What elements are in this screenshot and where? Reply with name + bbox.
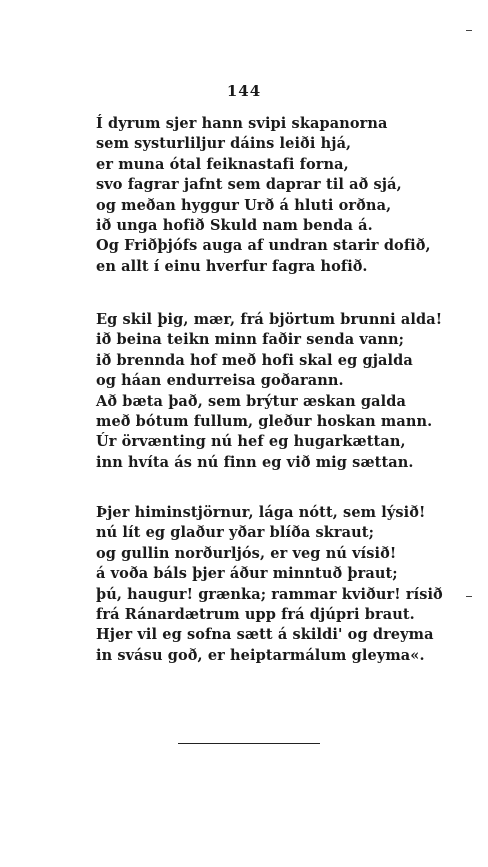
verse-line: ið unga hofið Skuld nam benda á.	[96, 216, 373, 234]
verse-line: ið brennda hof með hofi skal eg gjalda	[96, 351, 413, 369]
verse-line: og meðan hyggur Urð á hluti orðna,	[96, 196, 392, 214]
stanza-3	[96, 503, 443, 666]
verse-line: Úr örvænting nú hef eg hugarkættan,	[96, 433, 406, 451]
verse-line: frá Ránardætrum upp frá djúpri braut.	[96, 605, 415, 623]
verse-line: inn hvíta ás nú finn eg við mig sættan.	[96, 453, 414, 471]
verse-line: nú lít eg glaður yðar blíða skraut;	[96, 524, 375, 542]
verse-line: sem systurliljur dáins leiði hjá,	[96, 135, 352, 153]
verse-line: og háan endurreisa goðarann.	[96, 372, 344, 390]
verse-line: með bótum fullum, gleður hoskan mann.	[96, 412, 433, 430]
verse-line: Þjer himinstjörnur, lága nótt, sem lýsið!	[96, 504, 426, 521]
verse-line: Og Friðþjófs auga af undran starir dofið,	[96, 237, 431, 255]
edge-mark	[466, 596, 472, 597]
verse-line: ið beina teikn minn faðir senda vann;	[96, 331, 405, 349]
verse-line: Hjer vil eg sofna sætt á skildi' og dreyma	[96, 626, 434, 644]
end-rule	[178, 743, 320, 744]
stanza-2	[96, 310, 443, 473]
verse-line: en allt í einu hverfur fagra hofið.	[96, 257, 368, 275]
verse-line: og gullin norðurljós, er veg nú vísið!	[96, 544, 397, 562]
verse-line: Í dyrum sjer hann svipi skapanorna	[96, 115, 388, 132]
verse-line: in svásu goð, er heiptarmálum gleyma«.	[96, 646, 425, 664]
stanza-1	[96, 114, 431, 277]
verse-line: Eg skil þig, mær, frá björtum brunni alda!	[96, 311, 443, 328]
verse-line: svo fagrar jafnt sem daprar til að sjá,	[96, 176, 402, 194]
verse-line: þú, haugur! grænka; rammar kviður! rísið	[96, 585, 443, 603]
page-number: 144	[226, 82, 262, 100]
verse-line: er muna ótal feiknastafi forna,	[96, 155, 349, 173]
edge-mark	[466, 30, 472, 31]
verse-line: á voða báls þjer áður minntuð þraut;	[96, 565, 398, 583]
verse-line: Að bæta það, sem brýtur æskan galda	[96, 392, 407, 410]
